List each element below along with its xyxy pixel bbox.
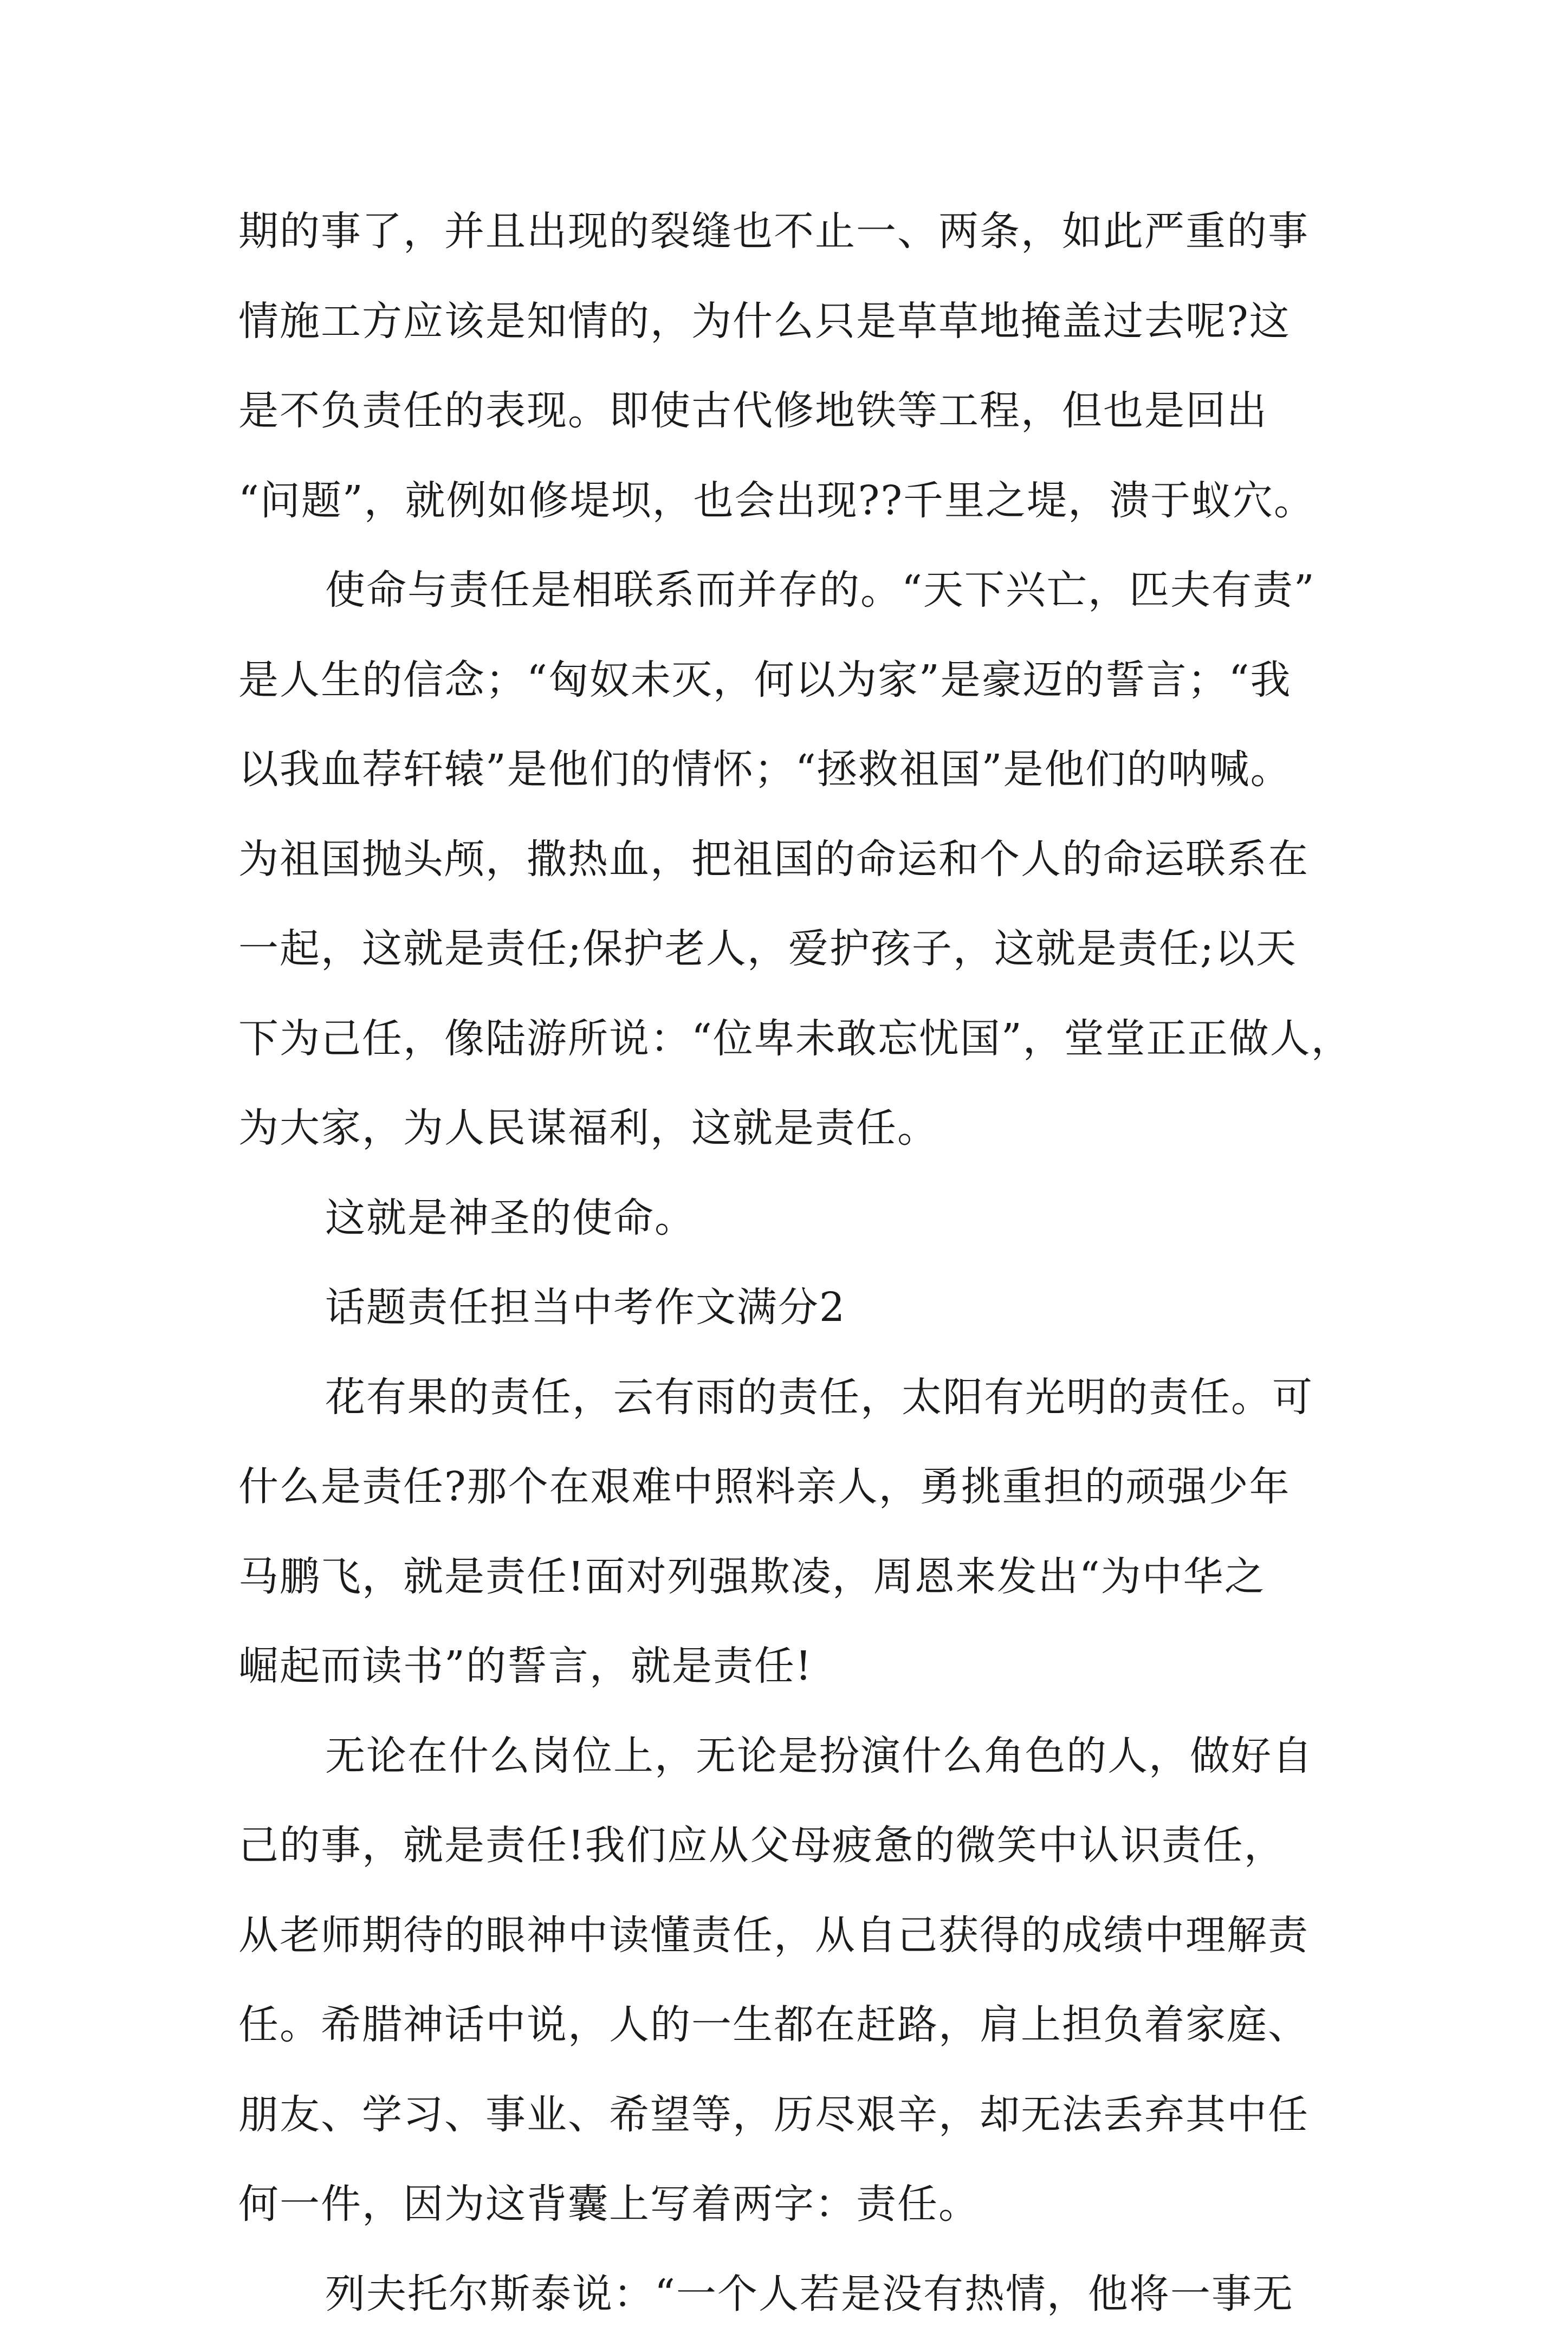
text-line: 崛起而读书”的誓言，就是责任!: [238, 1622, 1344, 1712]
text-line: 己的事，就是责任!我们应从父母疲惫的微笑中认识责任，: [238, 1801, 1344, 1891]
text-line: 情施工方应该是知情的，为什么只是草草地掩盖过去呢?这: [238, 277, 1344, 367]
text-line: 为祖国抛头颅，撒热血，把祖国的命运和个人的命运联系在: [238, 815, 1344, 905]
text-line: 是不负责任的表现。即使古代修地铁等工程，但也是回出: [238, 366, 1344, 456]
text-line: 一起，这就是责任;保护老人，爱护孩子，这就是责任;以天: [238, 904, 1344, 994]
text-line: 话题责任担当中考作文满分2: [238, 1263, 1344, 1353]
text-line: “问题”，就例如修堤坝，也会出现??千里之堤，溃于蚁穴。: [238, 456, 1344, 546]
text-line: 是人生的信念；“匈奴未灭，何以为家”是豪迈的誓言；“我: [238, 636, 1344, 725]
text-line: 列夫托尔斯泰说：“一个人若是没有热情，他将一事无: [238, 2250, 1344, 2339]
text-line: 期的事了，并且出现的裂缝也不止一、两条，如此严重的事: [238, 187, 1344, 277]
text-line: 任。希腊神话中说，人的一生都在赶路，肩上担负着家庭、: [238, 1980, 1344, 2070]
text-line: 朋友、学习、事业、希望等，历尽艰辛，却无法丢弃其中任: [238, 2070, 1344, 2160]
essay-text: [238, 187, 1344, 2339]
text-line: 使命与责任是相联系而并存的。“天下兴亡，匹夫有责”: [238, 546, 1344, 636]
text-line: 下为己任，像陆游所说：“位卑未敢忘忧国”，堂堂正正做人，: [238, 994, 1344, 1084]
text-line: 从老师期待的眼神中读懂责任，从自己获得的成绩中理解责: [238, 1891, 1344, 1981]
text-line: 这就是神圣的使命。: [238, 1174, 1344, 1264]
text-line: 无论在什么岗位上，无论是扮演什么角色的人，做好自: [238, 1712, 1344, 1802]
text-line: 什么是责任?那个在艰难中照料亲人，勇挑重担的顽强少年: [238, 1442, 1344, 1532]
text-line: 花有果的责任，云有雨的责任，太阳有光明的责任。可: [238, 1353, 1344, 1443]
text-line: 何一件，因为这背囊上写着两字：责任。: [238, 2160, 1344, 2250]
text-line: 以我血荐轩辕”是他们的情怀；“拯救祖国”是他们的呐喊。: [238, 725, 1344, 815]
text-line: 马鹏飞，就是责任!面对列强欺凌，周恩来发出“为中华之: [238, 1532, 1344, 1622]
text-line: 为大家，为人民谋福利，这就是责任。: [238, 1084, 1344, 1174]
